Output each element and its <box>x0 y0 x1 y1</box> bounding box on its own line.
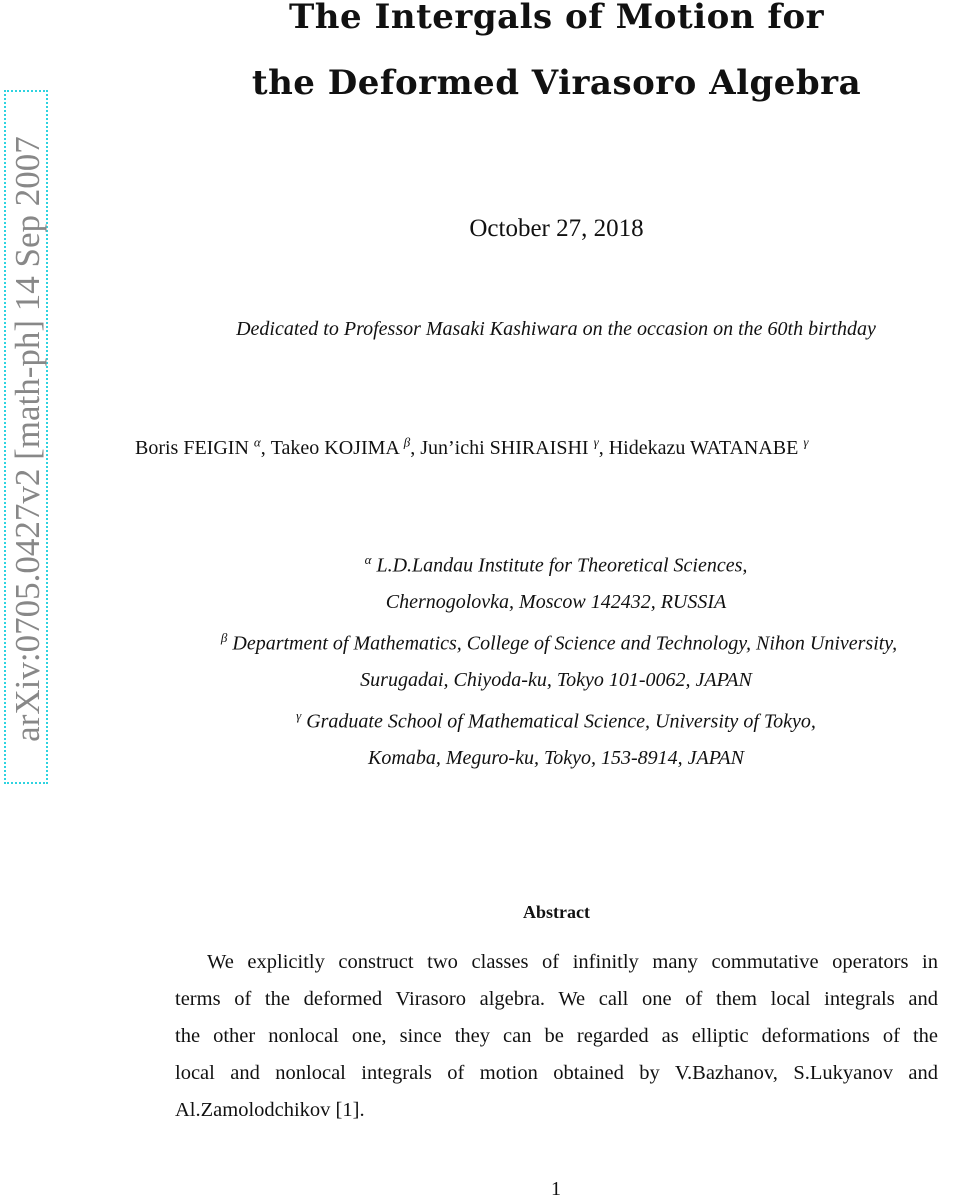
abstract-line: We explicitly construct two classes of infinitly many commutative operators in <box>207 951 938 973</box>
author: Takeo KOJIMA $^\beta$, <box>270 434 421 459</box>
arxiv-id: arXiv:0705.0427v2 [math-ph] 14 Sep 2007 <box>8 136 47 742</box>
abstract-line: terms of the deformed Virasoro algebra. We call one of them local integrals and <box>175 988 938 1010</box>
affiliation-beta-line-2: Surugadai, Chiyoda-ku, Tokyo 101-0062, JAPAN <box>360 669 752 691</box>
date: October 27, 2018 <box>469 215 644 242</box>
arxiv-stamp <box>4 90 48 784</box>
author: Boris FEIGIN $^\alpha$, <box>135 434 271 459</box>
author-list <box>135 434 809 460</box>
abstract-body <box>175 944 938 1129</box>
abstract-line: Al.Zamolodchikov [1]. <box>175 1099 365 1121</box>
affiliation-alpha-line-2: Chernogolovka, Moscow 142432, RUSSIA <box>385 591 727 613</box>
affiliation-gamma-line-1: $^\gamma$ Graduate School of Mathematical Science, University of Tokyo, <box>296 708 816 733</box>
dedication: Dedicated to Professor Masaki Kashiwara on the occasion on the 60th birthday <box>236 318 876 340</box>
title-line-2: the Deformed Virasoro Algebra <box>251 63 862 103</box>
page-number: 1 <box>551 1178 561 1200</box>
affiliation-gamma-line-2: Komaba, Meguro-ku, Tokyo, 153-8914, JAPAN <box>368 747 744 769</box>
title-line-1: The Intergals of Motion for <box>288 0 825 37</box>
abstract-heading: Abstract <box>523 902 590 922</box>
affiliation-beta-line-1: $^\beta$ Department of Mathematics, College of Science and Technology, Nihon University, <box>220 630 898 655</box>
abstract-line: the other nonlocal one, since they can be regarded as elliptic deformations of the <box>175 1025 938 1047</box>
author: Jun’ichi SHIRAISHI $^\gamma$, <box>420 434 609 459</box>
affiliation-alpha-line-1: $^\alpha$ L.D.Landau Institute for Theoretical Sciences, <box>364 552 748 577</box>
author: Hidekazu WATANABE $^\gamma$ <box>608 434 809 459</box>
abstract-line: local and nonlocal integrals of motion obtained by V.Bazhanov, S.Lukyanov and <box>175 1062 938 1084</box>
